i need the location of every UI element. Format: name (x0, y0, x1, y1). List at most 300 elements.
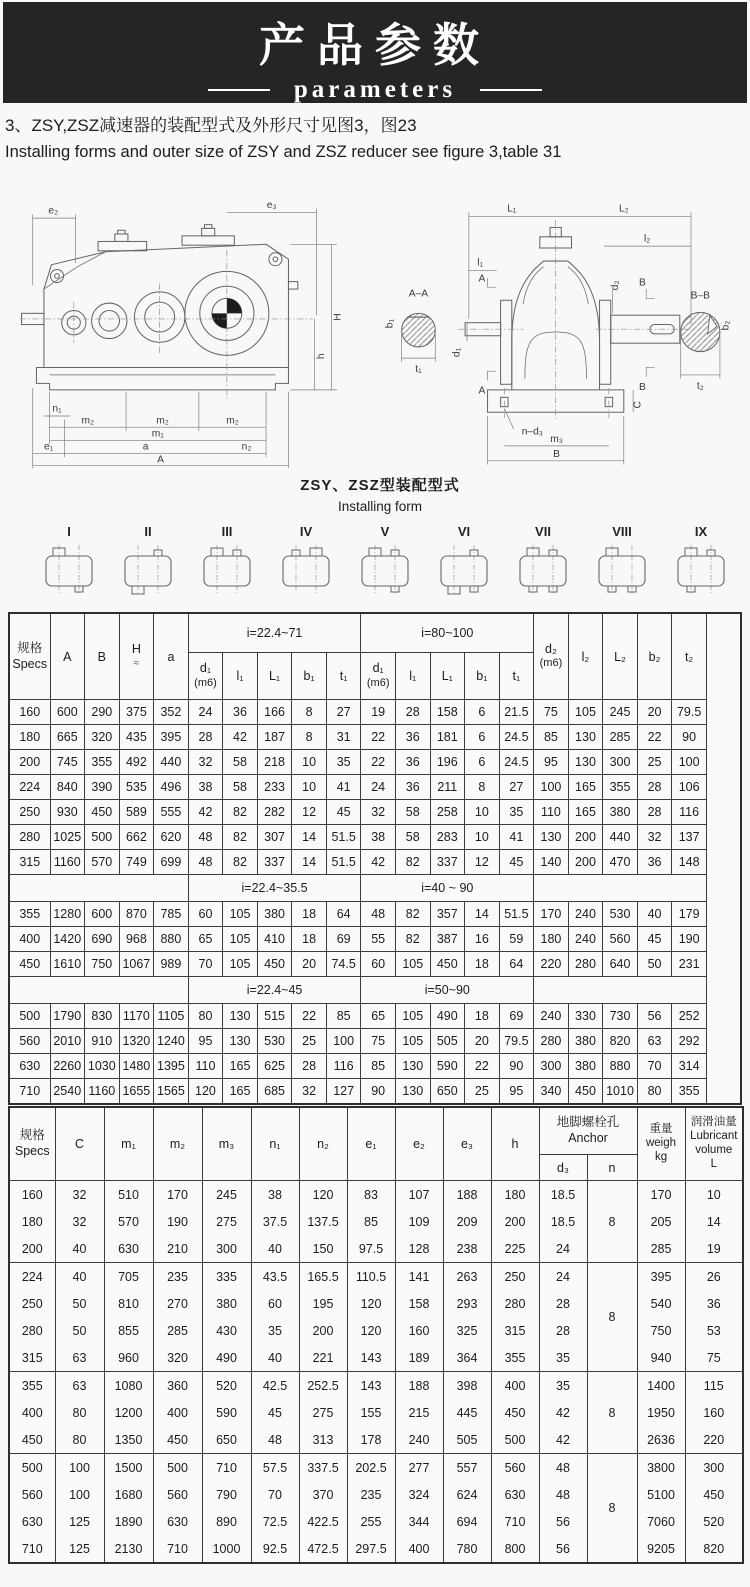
value-cell: 130 (395, 1054, 430, 1079)
value-cell: 665 (50, 725, 85, 750)
value-cell: 1010 (603, 1079, 638, 1105)
value-cell: 24.5 (499, 725, 534, 750)
value-cell: 297.5 (347, 1535, 395, 1563)
value-cell: 45 (251, 1399, 299, 1426)
figures (0, 192, 750, 472)
value-cell: 95 (499, 1079, 534, 1105)
ratio-band-cell: i=22.4~35.5 (188, 875, 361, 902)
spec-cell: 500 (9, 1454, 55, 1482)
value-cell: 190 (153, 1208, 202, 1235)
value-cell: 166 (257, 700, 292, 725)
value-cell: 250 (491, 1263, 539, 1291)
value-cell: 125 (55, 1535, 104, 1563)
value-cell: 390 (85, 775, 120, 800)
spec-cell: 280 (9, 825, 50, 850)
value-cell: 56 (539, 1535, 587, 1563)
value-cell: 25 (465, 1079, 500, 1105)
value-cell: 105 (223, 927, 258, 952)
value-cell: 95 (534, 750, 569, 775)
value-cell: 28 (188, 725, 223, 750)
col-header-lubricant: 润滑油量 Lubricant volume L (685, 1107, 743, 1181)
value-cell: 335 (202, 1263, 251, 1291)
value-cell: 2010 (50, 1029, 85, 1054)
value-cell: 48 (251, 1426, 299, 1454)
value-cell: 38 (361, 825, 396, 850)
section-label-bb: B–B (690, 290, 711, 302)
value-cell: 37.5 (251, 1208, 299, 1235)
value-cell: 240 (568, 902, 603, 927)
value-cell: 100 (55, 1454, 104, 1482)
value-cell: 14 (465, 902, 500, 927)
value-cell: 313 (299, 1426, 347, 1454)
form-label: IV (299, 524, 313, 539)
value-cell: 28 (292, 1054, 327, 1079)
value-cell: 315 (491, 1317, 539, 1344)
value-cell: 710 (153, 1535, 202, 1563)
value-cell: 127 (326, 1079, 361, 1105)
installing-form-vii (508, 524, 578, 603)
col-header-B: B (85, 613, 120, 700)
value-cell: 8 (292, 700, 327, 725)
value-cell: 82 (223, 825, 258, 850)
table-row (9, 952, 741, 977)
value-cell: 200 (568, 850, 603, 875)
value-cell: 125 (55, 1508, 104, 1535)
value-cell: 42 (361, 850, 396, 875)
value-cell: 180 (491, 1181, 539, 1209)
spec-cell: 200 (9, 750, 50, 775)
value-cell: 283 (430, 825, 465, 850)
value-cell: 100 (672, 750, 707, 775)
value-cell: 472.5 (299, 1535, 347, 1563)
value-cell: 240 (395, 1426, 443, 1454)
value-cell: 56 (539, 1508, 587, 1535)
value-cell: 589 (119, 800, 154, 825)
value-cell: 178 (347, 1426, 395, 1454)
value-cell: 492 (119, 750, 154, 775)
table-row (9, 902, 741, 927)
dim-d2: d₂ (610, 280, 622, 291)
value-cell: 233 (257, 775, 292, 800)
value-cell: 1680 (104, 1481, 153, 1508)
value-cell: 355 (603, 775, 638, 800)
value-cell: 560 (491, 1454, 539, 1482)
spec-cell: 500 (9, 1004, 50, 1029)
spec-cell: 450 (9, 1426, 55, 1454)
value-cell: 355 (672, 1079, 707, 1105)
value-cell: 40 (637, 902, 672, 927)
value-cell: 810 (104, 1290, 153, 1317)
value-cell: 82 (223, 800, 258, 825)
value-cell: 137 (672, 825, 707, 850)
value-cell: 245 (603, 700, 638, 725)
installing-form-v (350, 524, 420, 603)
value-cell: 855 (104, 1317, 153, 1344)
value-cell: 450 (491, 1399, 539, 1426)
value-cell: 110 (188, 1054, 223, 1079)
form-label: VIII (612, 524, 632, 539)
value-cell: 880 (154, 927, 189, 952)
value-cell: 24 (361, 775, 396, 800)
value-cell: 320 (153, 1344, 202, 1372)
intro-line-en: Installing forms and outer size of ZSY and ZSZ reducer see figure 3,table 31 (5, 143, 562, 162)
table-row (9, 927, 741, 952)
value-cell: 32 (292, 1079, 327, 1105)
band-filler-cell (9, 977, 188, 1004)
banner-rule-right (480, 89, 542, 91)
value-cell: 40 (55, 1263, 104, 1291)
value-cell: 42.5 (251, 1372, 299, 1400)
form-diagram (195, 542, 259, 598)
value-cell: 450 (85, 800, 120, 825)
value-cell: 435 (119, 725, 154, 750)
value-cell: 590 (430, 1054, 465, 1079)
value-cell: 450 (153, 1426, 202, 1454)
value-cell: 100 (534, 775, 569, 800)
value-cell: 515 (257, 1004, 292, 1029)
value-cell: 64 (326, 902, 361, 927)
value-cell: 210 (153, 1235, 202, 1263)
value-cell: 685 (257, 1079, 292, 1105)
value-cell: 989 (154, 952, 189, 977)
value-cell: 116 (326, 1054, 361, 1079)
dim-L1: L₁ (507, 203, 517, 215)
value-cell: 63 (55, 1372, 104, 1400)
value-cell: 70 (188, 952, 223, 977)
value-cell: 375 (119, 700, 154, 725)
value-cell: 50 (637, 952, 672, 977)
value-cell: 82 (395, 927, 430, 952)
value-cell: 694 (443, 1508, 491, 1535)
value-cell: 395 (637, 1263, 685, 1291)
dim-H: H (332, 313, 344, 321)
value-cell: 80 (55, 1426, 104, 1454)
installing-form-ii (113, 524, 183, 603)
value-cell: 307 (257, 825, 292, 850)
value-cell: 252.5 (299, 1372, 347, 1400)
value-cell: 36 (395, 725, 430, 750)
table-row (9, 725, 741, 750)
value-cell: 1025 (50, 825, 85, 850)
spec-cell: 250 (9, 800, 50, 825)
value-cell: 337.5 (299, 1454, 347, 1482)
value-cell: 630 (491, 1481, 539, 1508)
col-header-weight: 重量 weigh kg (637, 1107, 685, 1181)
form-diagram (37, 542, 101, 598)
value-cell: 235 (153, 1263, 202, 1291)
band-filler-cell (9, 875, 188, 902)
value-cell: 80 (55, 1399, 104, 1426)
value-cell: 58 (223, 775, 258, 800)
value-cell: 630 (153, 1508, 202, 1535)
value-cell: 188 (443, 1181, 491, 1209)
value-cell: 324 (395, 1481, 443, 1508)
value-cell: 1500 (104, 1454, 153, 1482)
value-cell: 209 (443, 1208, 491, 1235)
installing-form-vi (429, 524, 499, 603)
value-cell: 205 (637, 1208, 685, 1235)
value-cell: 27 (499, 775, 534, 800)
value-cell: 85 (347, 1208, 395, 1235)
value-cell: 12 (465, 850, 500, 875)
value-cell: 500 (153, 1454, 202, 1482)
value-cell: 275 (202, 1208, 251, 1235)
value-cell: 285 (603, 725, 638, 750)
value-cell: 75 (534, 700, 569, 725)
value-cell: 490 (430, 1004, 465, 1029)
dim-a: a (142, 441, 149, 453)
figure-side-view (2, 192, 364, 472)
value-cell: 450 (685, 1481, 743, 1508)
value-cell: 69 (499, 1004, 534, 1029)
value-cell: 70 (637, 1054, 672, 1079)
value-cell: 520 (202, 1372, 251, 1400)
value-cell: 51.5 (326, 850, 361, 875)
spec-cell: 180 (9, 1208, 55, 1235)
value-cell: 1480 (119, 1054, 154, 1079)
value-cell: 380 (568, 1029, 603, 1054)
value-cell: 140 (534, 850, 569, 875)
value-cell: 800 (491, 1535, 539, 1563)
col-header-e2: e₂ (395, 1107, 443, 1181)
col-header-n: n (587, 1155, 637, 1181)
value-cell: 158 (430, 700, 465, 725)
value-cell: 202.5 (347, 1454, 395, 1482)
table-row (9, 1029, 741, 1054)
value-cell: 40 (251, 1235, 299, 1263)
dim-h: h (315, 353, 327, 360)
value-cell: 505 (443, 1426, 491, 1454)
value-cell: 56 (637, 1004, 672, 1029)
value-cell: 20 (292, 952, 327, 977)
value-cell: 42 (539, 1399, 587, 1426)
value-cell: 225 (491, 1235, 539, 1263)
value-cell: 180 (534, 927, 569, 952)
value-cell: 60 (251, 1290, 299, 1317)
value-cell: 330 (568, 1004, 603, 1029)
value-cell: 200 (299, 1317, 347, 1344)
value-cell: 106 (672, 775, 707, 800)
dim-A: A (157, 454, 165, 466)
anchor-n-cell: 8 (587, 1263, 637, 1372)
value-cell: 364 (443, 1344, 491, 1372)
value-cell: 337 (430, 850, 465, 875)
value-cell: 325 (443, 1317, 491, 1344)
dim-m3: m₃ (550, 434, 563, 446)
value-cell: 22 (465, 1054, 500, 1079)
value-cell: 57.5 (251, 1454, 299, 1482)
value-cell: 535 (119, 775, 154, 800)
col-header-d1: d₁ (m6) (361, 653, 396, 700)
spec-cell: 400 (9, 1399, 55, 1426)
col-header-specs: 规格 Specs (9, 613, 50, 700)
value-cell: 53 (685, 1317, 743, 1344)
col-header-L1: L₁ (257, 653, 292, 700)
col-header-b1: b₁ (292, 653, 327, 700)
value-cell: 70 (251, 1481, 299, 1508)
dim-B: B (553, 449, 561, 461)
value-cell: 130 (223, 1004, 258, 1029)
value-cell: 105 (223, 902, 258, 927)
table-row (9, 750, 741, 775)
figure-caption-en: Installing form (337, 499, 423, 514)
value-cell: 79.5 (672, 700, 707, 725)
value-cell: 830 (85, 1004, 120, 1029)
spec-cell: 400 (9, 927, 50, 952)
value-cell: 662 (119, 825, 154, 850)
section-arrow-b: B (639, 381, 646, 393)
value-cell: 115 (685, 1372, 743, 1400)
value-cell: 31 (326, 725, 361, 750)
value-cell: 58 (395, 800, 430, 825)
value-cell: 36 (395, 775, 430, 800)
value-cell: 445 (443, 1399, 491, 1426)
value-cell: 380 (202, 1290, 251, 1317)
dim-d1: d₁ (451, 347, 463, 358)
value-cell: 1395 (154, 1054, 189, 1079)
value-cell: 120 (188, 1079, 223, 1105)
value-cell: 32 (188, 750, 223, 775)
page-title: 产品参数 (259, 19, 491, 71)
value-cell: 110.5 (347, 1263, 395, 1291)
value-cell: 1950 (637, 1399, 685, 1426)
value-cell: 337 (257, 850, 292, 875)
dim-m2: m₂ (156, 415, 169, 427)
value-cell: 1067 (119, 952, 154, 977)
value-cell: 165 (223, 1054, 258, 1079)
form-diagram (590, 542, 654, 598)
value-cell: 410 (257, 927, 292, 952)
spec-cell: 200 (9, 1235, 55, 1263)
value-cell: 36 (223, 700, 258, 725)
value-cell: 360 (153, 1372, 202, 1400)
value-cell: 12 (292, 800, 327, 825)
dim-l1: l₁ (477, 257, 483, 269)
value-cell: 80 (637, 1079, 672, 1105)
value-cell: 82 (223, 850, 258, 875)
value-cell: 35 (539, 1372, 587, 1400)
value-cell: 28 (539, 1317, 587, 1344)
value-cell: 387 (430, 927, 465, 952)
value-cell: 150 (299, 1235, 347, 1263)
value-cell: 36 (685, 1290, 743, 1317)
value-cell: 188 (395, 1372, 443, 1400)
spec-cell: 160 (9, 1181, 55, 1209)
value-cell: 43.5 (251, 1263, 299, 1291)
value-cell: 130 (568, 725, 603, 750)
value-cell: 59 (499, 927, 534, 952)
form-label: V (380, 524, 390, 539)
value-cell: 14 (685, 1208, 743, 1235)
value-cell: 165 (568, 800, 603, 825)
installing-form-ix (666, 524, 736, 603)
value-cell: 95 (188, 1029, 223, 1054)
col-header-b2: b₂ (637, 613, 672, 700)
value-cell: 48 (188, 850, 223, 875)
spec-cell: 315 (9, 850, 50, 875)
value-cell: 1080 (104, 1372, 153, 1400)
spec-cell: 355 (9, 1372, 55, 1400)
mounting-table (8, 1106, 744, 1564)
col-header-L2: L₂ (603, 613, 638, 700)
value-cell: 109 (395, 1208, 443, 1235)
col-header-H: H ≈ (119, 613, 154, 700)
form-diagram (669, 542, 733, 598)
band-filler-cell (534, 875, 707, 902)
value-cell: 38 (188, 775, 223, 800)
value-cell: 1890 (104, 1508, 153, 1535)
value-cell: 45 (637, 927, 672, 952)
col-header-l1: l₁ (395, 653, 430, 700)
value-cell: 50 (55, 1317, 104, 1344)
value-cell: 285 (153, 1317, 202, 1344)
value-cell: 650 (430, 1079, 465, 1105)
col-header-n2: n₂ (299, 1107, 347, 1181)
value-cell: 26 (685, 1263, 743, 1291)
value-cell: 32 (637, 825, 672, 850)
value-cell: 1105 (154, 1004, 189, 1029)
value-cell: 300 (685, 1454, 743, 1482)
form-diagram (511, 542, 575, 598)
value-cell: 65 (361, 1004, 396, 1029)
col-header-d3: d₃ (539, 1155, 587, 1181)
value-cell: 220 (685, 1426, 743, 1454)
value-cell: 395 (154, 725, 189, 750)
table-row (9, 1079, 741, 1105)
value-cell: 160 (685, 1399, 743, 1426)
value-cell: 18.5 (539, 1208, 587, 1235)
value-cell: 120 (299, 1181, 347, 1209)
value-cell: 69 (326, 927, 361, 952)
value-cell: 505 (430, 1029, 465, 1054)
value-cell: 195 (299, 1290, 347, 1317)
value-cell: 640 (603, 952, 638, 977)
col-header-e3: e₃ (443, 1107, 491, 1181)
installing-form-iv (271, 524, 341, 603)
value-cell: 28 (637, 800, 672, 825)
dim-C: C (632, 401, 644, 409)
section-arrow-a: A (478, 273, 486, 285)
value-cell: 255 (347, 1508, 395, 1535)
dim-n1: n₁ (52, 403, 62, 415)
value-cell: 624 (443, 1481, 491, 1508)
value-cell: 450 (568, 1079, 603, 1105)
value-cell: 85 (326, 1004, 361, 1029)
value-cell: 10 (685, 1181, 743, 1209)
value-cell: 51.5 (326, 825, 361, 850)
value-cell: 2260 (50, 1054, 85, 1079)
col-header-C: C (55, 1107, 104, 1181)
value-cell: 370 (299, 1481, 347, 1508)
value-cell: 42 (223, 725, 258, 750)
value-cell: 32 (55, 1208, 104, 1235)
spec-cell: 710 (9, 1079, 50, 1105)
value-cell: 120 (347, 1317, 395, 1344)
value-cell: 6 (465, 750, 500, 775)
value-cell: 280 (491, 1290, 539, 1317)
value-cell: 40 (251, 1344, 299, 1372)
form-label: VII (535, 524, 551, 539)
table-row (9, 1054, 741, 1079)
figure-caption-cn: ZSY、ZSZ型装配型式 (300, 477, 460, 494)
value-cell: 21.5 (499, 700, 534, 725)
section-arrow-a: A (478, 385, 486, 397)
value-cell: 24 (188, 700, 223, 725)
dim-b1: b₁ (384, 319, 396, 329)
col-header-l1: l₁ (223, 653, 258, 700)
value-cell: 870 (119, 902, 154, 927)
value-cell: 314 (672, 1054, 707, 1079)
